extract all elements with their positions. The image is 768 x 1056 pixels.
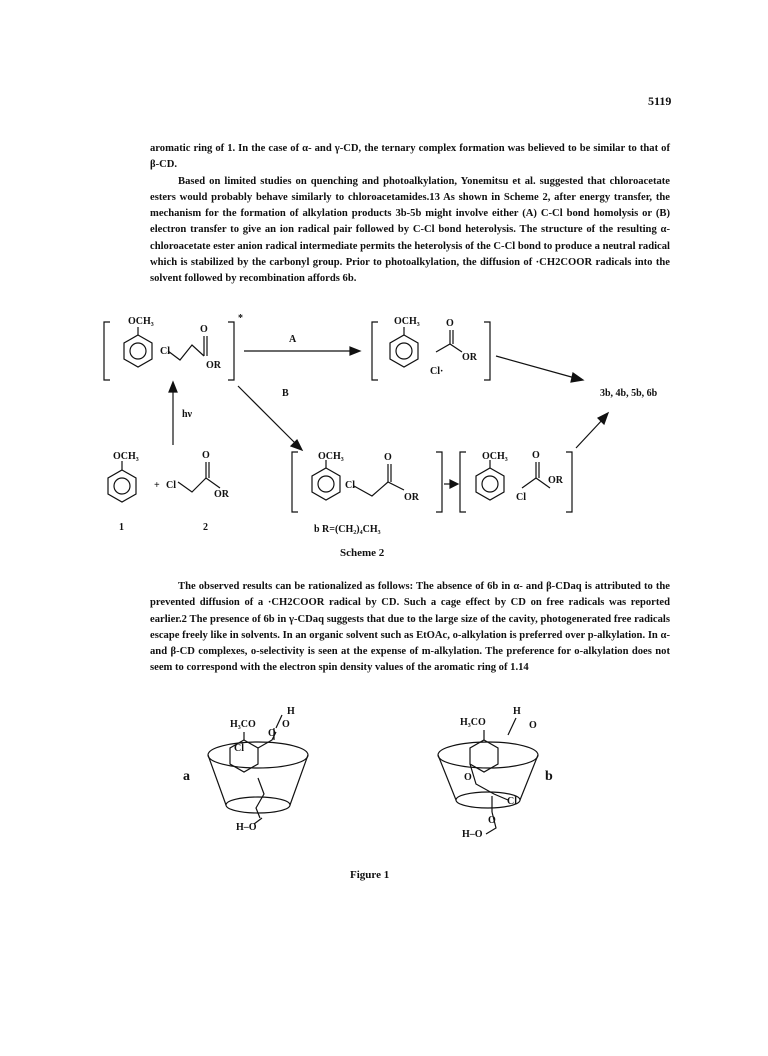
o-label-2: O — [446, 318, 454, 329]
hv-label: hν — [182, 409, 193, 420]
h-label-a: H — [287, 706, 295, 717]
or-label-4: OR — [404, 492, 419, 503]
cl-label-4: Cl — [345, 480, 355, 491]
o-label-a2: O — [268, 728, 276, 739]
figure-caption: Figure 1 — [350, 869, 390, 881]
ho-label-a: H–O — [236, 822, 257, 833]
r-definition-label: b R=(CH₂)₄CH₃ — [314, 524, 381, 535]
discussion-text — [150, 579, 670, 677]
figure-label-b: b — [545, 769, 553, 784]
paragraph-1: aromatic ring of 1. In the case of α- and γ-CD, the ternary complex formation was believed to be similar to that of β-CD. — [150, 143, 670, 171]
or-label-3: OR — [214, 489, 229, 500]
h3co-label-b: H₃CO — [460, 717, 486, 728]
cl-label-5: Cl — [516, 492, 526, 503]
or-label-5: OR — [548, 475, 563, 486]
path-a-label: A — [289, 334, 297, 345]
or-label-1: OR — [206, 360, 221, 371]
products-label: 3b, 4b, 5b, 6b — [600, 388, 658, 399]
excited-star: * — [238, 313, 243, 324]
ho-label-b: H–O — [462, 829, 483, 840]
o-label-3: O — [202, 450, 210, 461]
o-label-b2: O — [464, 772, 472, 783]
cl-label-b: Cl — [507, 796, 517, 807]
o-label-a1: O — [282, 719, 290, 730]
cl-label-1: Cl — [160, 346, 170, 357]
compound-1-label: 1 — [119, 522, 124, 533]
or-label-2: OR — [462, 352, 477, 363]
och3-label-4: OCH₃ — [318, 451, 344, 462]
och3-label-2: OCH₃ — [394, 316, 420, 327]
path-b-label: B — [282, 388, 289, 399]
scheme-caption: Scheme 2 — [340, 547, 385, 559]
o-label-5: O — [532, 450, 540, 461]
och3-label-3: OCH₃ — [113, 451, 139, 462]
o-label-b3: O — [488, 815, 496, 826]
paragraph-2: Based on limited studies on quenching and photoalkylation, Yonemitsu et al. suggested that chloroacetate esters would probably behave similarly to chloroacetamides.13 As shown in Scheme 2, after energy transfer, the mechanism for the formation of alkylation products 3b-5b might involve either (A) C-Cl bond homolysis or (B) electron transfer to give an ion radical pair followed by C-Cl bond heterolysis. The structure of the resulting α-chloroacetate ester anion radical intermediate permits the heterolysis of the C-Cl bond to produce a neutral radical which is stabilized by the carbonyl group. Prior to photoalkylation, the diffusion of ·CH2COOR radicals into the solvent followed by recombination affords 6b. — [150, 175, 670, 285]
cl-label-3: Cl — [166, 480, 176, 491]
och3-label-1: OCH₃ — [128, 316, 154, 327]
cl-radical-label: Cl· — [430, 366, 444, 377]
figure-label-a: a — [183, 769, 190, 784]
h-label-b: H — [513, 706, 521, 717]
page-number: 5119 — [648, 94, 672, 108]
compound-2-label: 2 — [203, 522, 208, 533]
h3co-label-a: H₃CO — [230, 719, 256, 730]
plus-label: + — [154, 480, 160, 491]
cl-label-a: Cl — [234, 743, 244, 754]
discussion-paragraph: The observed results can be rationalized as follows: The absence of 6b in α- and β-CDaq is attributed to the prevented diffusion of a ·CH2COOR radical by CD. Such a cage effect by CD on free radicals was reported earlier.2 The presence of 6b in γ-CDaq suggests that due to the large size of the cavity, photogenerated free radicals escape freely like in solvents. In an organic solvent such as EtOAc, o-alkylation is preferred over p-alkylation. In α- and β-CD complexes, o-selectivity is seen at the expense of m-alkylation. The preference for o-alkylation does not seem to correspond with the electron spin density values of the aromatic ring of 1.14 — [150, 581, 670, 674]
o-label-1: O — [200, 324, 208, 335]
o-label-4: O — [384, 452, 392, 463]
och3-label-5: OCH₃ — [482, 451, 508, 462]
o-label-b1: O — [529, 720, 537, 731]
